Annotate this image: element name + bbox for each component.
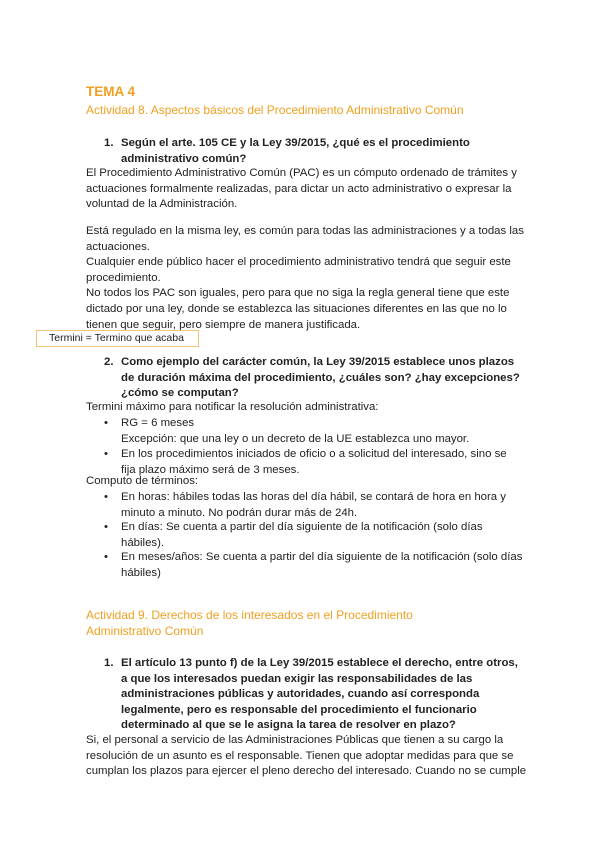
text-line: Cualquier ende público hacer el procedimiento administrativo tendrá que seguir este bbox=[86, 256, 511, 269]
text-line: fija plazo máximo será de 3 meses. bbox=[121, 463, 300, 476]
question-line: El artículo 13 punto f) de la Ley 39/2015 establece el derecho, entre otros, bbox=[121, 657, 518, 669]
question-line: de duración máxima del procedimiento, ¿cuáles son? ¿hay excepciones? bbox=[121, 371, 520, 384]
question-number: 1. bbox=[104, 657, 114, 669]
paragraph-answer bbox=[86, 733, 526, 780]
text-line: hábiles). bbox=[121, 536, 165, 549]
question-2 bbox=[86, 355, 520, 402]
question-line: Según el arte. 105 CE y la Ley 39/2015, ¿qué es el procedimiento bbox=[121, 137, 470, 149]
bullet-item bbox=[86, 550, 522, 581]
text-line: Está regulado en la misma ley, es común para todas las administraciones y a todas las bbox=[86, 225, 524, 237]
question-number: 1. bbox=[104, 137, 114, 149]
text-line: No todos los PAC son iguales, pero para que no siga la regla general tiene que este bbox=[86, 287, 510, 300]
text-line: actuaciones formalmente realizadas, para dictar un acto administrativo o expresar la bbox=[86, 182, 512, 195]
bullet-icon: • bbox=[104, 551, 108, 563]
question-number: 2. bbox=[104, 356, 114, 368]
paragraph-termini bbox=[86, 400, 526, 416]
heading-line: Administrativo Común bbox=[86, 624, 204, 638]
comment-note[interactable]: Termini = Termino que acaba bbox=[36, 330, 199, 347]
question-line: administraciones públicas y autoridades, cuando así corresponda bbox=[121, 688, 480, 701]
text-line: minuto a minuto. No podrán durar más de 24h. bbox=[121, 506, 358, 519]
text-line: dictado por una ley, donde se establezca las situaciones diferentes en las que no lo bbox=[86, 302, 507, 315]
paragraph-regulation bbox=[86, 224, 526, 333]
text-line: voluntad de la Administración. bbox=[86, 198, 238, 211]
bullet-item bbox=[86, 416, 469, 447]
question-line: ¿cómo se computan? bbox=[121, 387, 239, 400]
text-line: RG = 6 meses bbox=[121, 417, 195, 429]
bullet-icon: • bbox=[104, 521, 108, 533]
tema-heading: TEMA 4 bbox=[86, 84, 136, 99]
question-line: a que los interesados puedan exigir las responsabilidades de las bbox=[121, 672, 473, 685]
bullet-item bbox=[86, 520, 483, 551]
question-line: administrativo común? bbox=[121, 152, 247, 165]
text-line: Excepción: que una ley o un decreto de la UE establezca uno mayor. bbox=[121, 432, 470, 445]
text-line: En meses/años: Se cuenta a partir del día siguiente de la notificación (solo días bbox=[121, 551, 523, 563]
paragraph-computo bbox=[86, 474, 526, 490]
text-line: En horas: hábiles todas las horas del día hábil, se contará de hora en hora y bbox=[121, 491, 506, 503]
bullet-icon: • bbox=[104, 417, 108, 429]
text-line: Si, el personal a servicio de las Administraciones Públicas que tienen a su cargo la bbox=[86, 734, 504, 746]
text-line: En los procedimientos iniciados de oficio o a solicitud del interesado, sino se bbox=[121, 448, 507, 460]
text-line: procedimiento. bbox=[86, 271, 161, 284]
paragraph-definition bbox=[86, 166, 526, 213]
text-line: El Procedimiento Administrativo Común (PAC) es un cómputo ordenado de trámites y bbox=[86, 167, 517, 179]
text-line: actuaciones. bbox=[86, 240, 150, 253]
actividad-8-heading: Actividad 8. Aspectos básicos del Procedimiento Administrativo Común bbox=[86, 103, 464, 117]
text-line: En días: Se cuenta a partir del día siguiente de la notificación (solo días bbox=[121, 521, 483, 533]
text-line: resolución de un asunto es el responsable. Tienen que adoptar medidas para que se bbox=[86, 749, 514, 762]
text-line: Termini máximo para notificar la resolución administrativa: bbox=[86, 401, 379, 413]
text-line: tienen que seguir, pero siempre de manera justificada. bbox=[86, 318, 361, 331]
text-line: cumplan los plazos para ejercer el pleno derecho del interesado. Cuando no se cumple bbox=[86, 765, 527, 778]
bullet-item bbox=[86, 490, 506, 521]
question-line: Como ejemplo del carácter común, la Ley 39/2015 establece unos plazos bbox=[121, 356, 515, 368]
heading-line: Actividad 9. Derechos de los interesados en el Procedimiento bbox=[86, 608, 413, 622]
bullet-icon: • bbox=[104, 448, 108, 460]
question-1 bbox=[86, 136, 470, 167]
text-line: Computo de términos: bbox=[86, 475, 199, 487]
question-line: determinado al que se le asigna la tarea de resolver en plazo? bbox=[121, 719, 456, 732]
actividad-9-heading bbox=[86, 607, 413, 639]
text-line: hábiles) bbox=[121, 566, 161, 579]
bullet-icon: • bbox=[104, 491, 108, 503]
question-3 bbox=[86, 656, 518, 734]
question-line: legalmente, pero es responsable del procedimiento el funcionario bbox=[121, 703, 477, 716]
